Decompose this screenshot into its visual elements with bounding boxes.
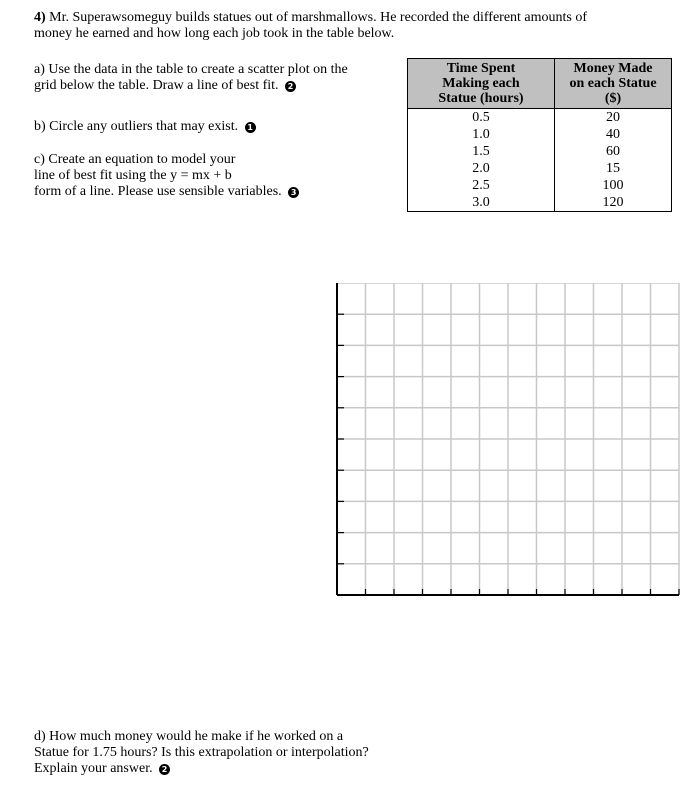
question-c [34,152,364,200]
points-badge-icon: 2 [159,764,170,775]
money-cell: 15 [555,160,672,177]
header-line: Money Made [573,61,653,76]
question-d [34,729,434,777]
points-badge-icon: 1 [245,122,256,133]
problem-intro [34,10,684,42]
money-cell: 20 [555,109,672,127]
table-row [408,143,672,160]
table-row [408,109,672,127]
time-cell: 2.5 [408,177,555,194]
data-table [407,58,672,212]
table-row [408,160,672,177]
intro-line-1: Mr. Superawsomeguy builds statues out of marshmallows. He recorded the different amounts of [49,10,588,25]
question-d-line-3: Explain your answer. [34,761,153,776]
table-row [408,194,672,212]
question-b-line-1: b) Circle any outliers that may exist. [34,119,239,134]
header-line: Making each [442,76,520,91]
header-line: Time Spent [446,61,516,76]
time-cell: 3.0 [408,194,555,212]
problem-number: 4) [34,10,46,25]
question-c-line-2: line of best fit using the y = mx + b [34,168,232,183]
question-c-line-1: c) Create an equation to model your [34,152,236,167]
money-cell: 120 [555,194,672,212]
time-cell: 1.0 [408,126,555,143]
header-line: ($) [604,91,622,106]
time-cell: 0.5 [408,109,555,127]
points-badge-icon: 3 [288,187,299,198]
question-d-line-2: Statue for 1.75 hours? Is this extrapolation or interpolation? [34,745,369,760]
table-header-row [408,59,672,109]
table-row [408,177,672,194]
intro-line-2: money he earned and how long each job took in the table below. [34,26,395,41]
question-d-line-1: d) How much money would he make if he worked on a [34,729,344,744]
time-cell: 1.5 [408,143,555,160]
question-a-line-1: a) Use the data in the table to create a scatter plot on the [34,62,348,77]
time-cell: 2.0 [408,160,555,177]
money-cell: 100 [555,177,672,194]
header-time-spent [408,59,555,109]
question-b [34,119,394,135]
header-line: Statue (hours) [438,91,524,106]
question-a-line-2: grid below the table. Draw a line of best fit. [34,78,279,93]
question-a [34,62,394,94]
table-row [408,126,672,143]
money-cell: 40 [555,126,672,143]
header-line: on each Statue [569,76,657,91]
question-c-line-3: form of a line. Please use sensible variables. [34,184,282,199]
money-cell: 60 [555,143,672,160]
header-money-made [555,59,672,109]
scatter-plot-grid[interactable] [334,283,680,627]
points-badge-icon: 2 [285,81,296,92]
